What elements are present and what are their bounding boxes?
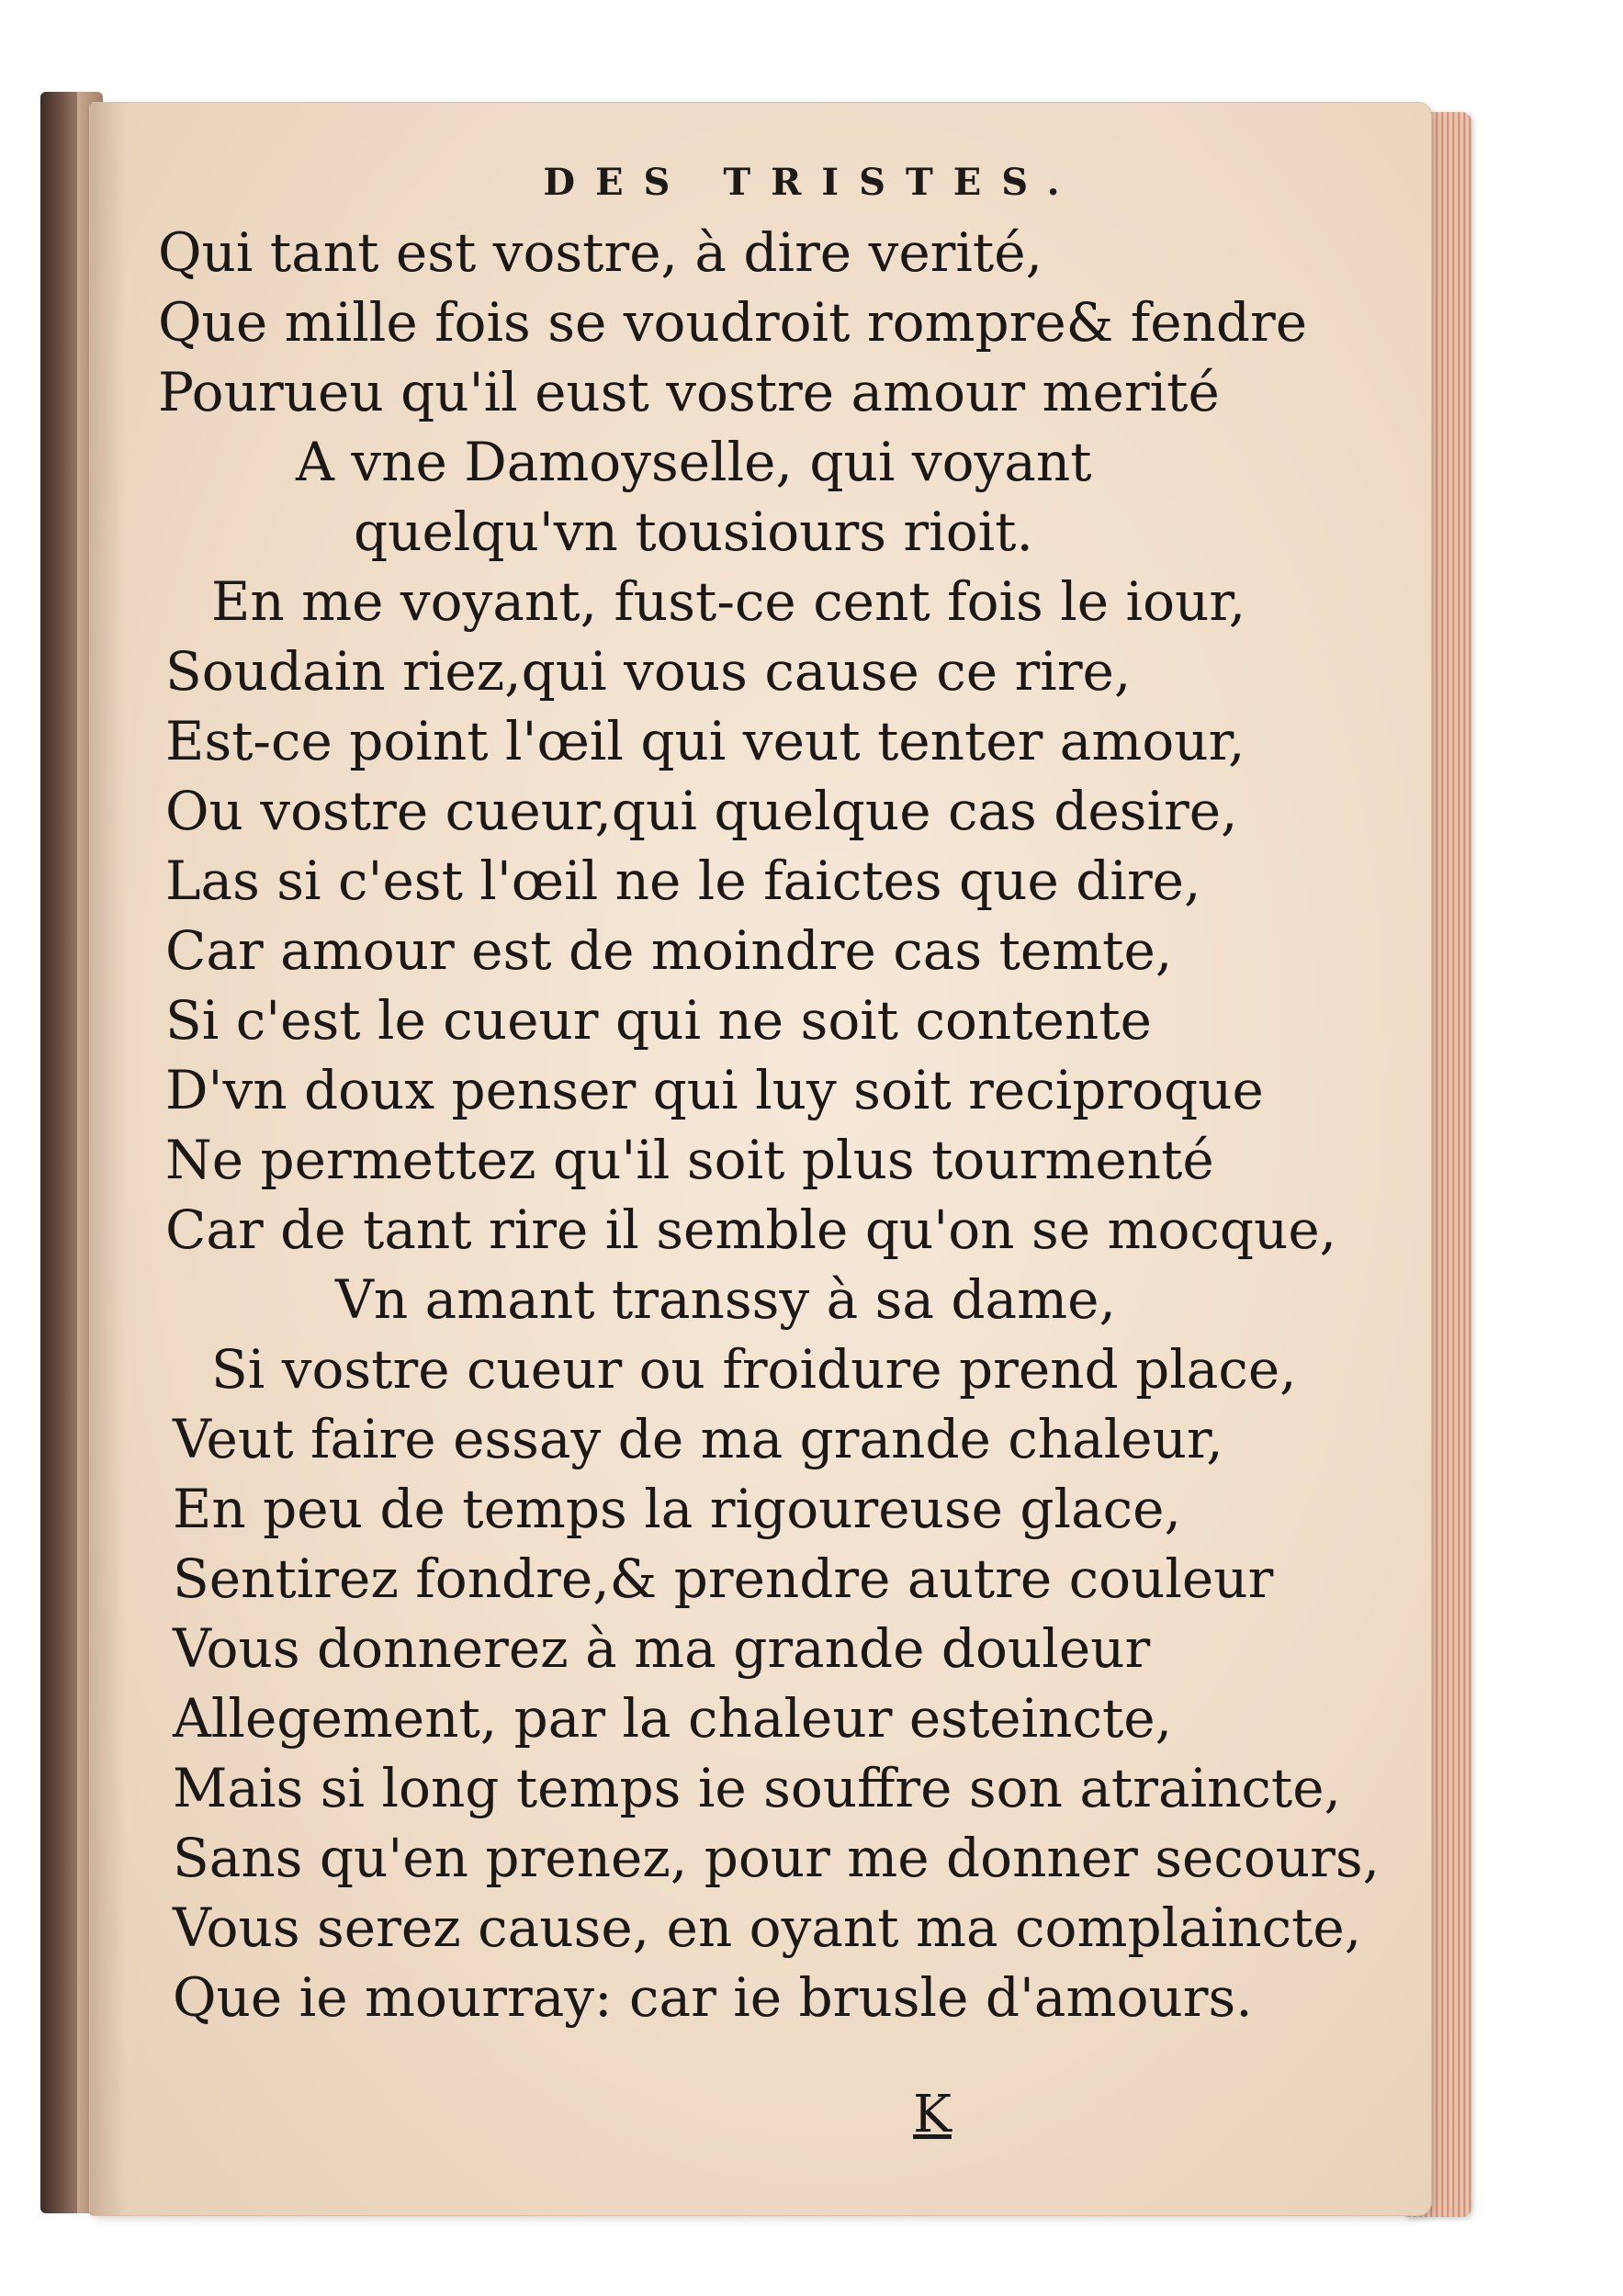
text-line: Pourueu qu'il eust vostre amour merité bbox=[158, 361, 1220, 423]
text-line: Que ie mourray: car ie brusle d'amours. bbox=[173, 1966, 1253, 2029]
signature-mark: K bbox=[913, 2085, 952, 2144]
text-line: Sans qu'en prenez, pour me donner secours, bbox=[173, 1827, 1381, 1889]
text-line: Veut faire essay de ma grande chaleur, bbox=[173, 1408, 1223, 1470]
text-line: En me voyant, fust-ce cent fois le iour, bbox=[211, 570, 1246, 633]
poem-heading-line: A vne Damoyselle, qui voyant bbox=[296, 431, 1092, 493]
text-line: Que mille fois se voudroit rompre& fendre bbox=[158, 291, 1308, 354]
text-line: Ou vostre cueur,qui quelque cas desire, bbox=[165, 780, 1238, 842]
text-line: Las si c'est l'œil ne le faictes que dire, bbox=[165, 850, 1201, 912]
poem-heading-line: Vn amant transsy à sa dame, bbox=[335, 1268, 1116, 1331]
text-line: Sentirez fondre,& prendre autre couleur bbox=[173, 1548, 1274, 1610]
running-head: DES TRISTES. bbox=[543, 161, 1080, 204]
text-line: Vous donnerez à ma grande douleur bbox=[173, 1617, 1151, 1680]
poem-heading-line: quelqu'vn tousiours rioit. bbox=[354, 501, 1033, 563]
text-line: Qui tant est vostre, à dire verité, bbox=[158, 221, 1043, 284]
text-line: Mais si long temps ie souffre son atraincte, bbox=[173, 1757, 1341, 1819]
text-line: Car amour est de moindre cas temte, bbox=[165, 919, 1173, 982]
text-line: D'vn doux penser qui luy soit reciproque bbox=[165, 1059, 1264, 1121]
text-line: Allegement, par la chaleur esteincte, bbox=[173, 1687, 1173, 1750]
text-line: Si vostre cueur ou froidure prend place, bbox=[211, 1338, 1297, 1401]
binding-shadow bbox=[40, 92, 77, 2213]
text-line: Si c'est le cueur qui ne soit contente bbox=[165, 989, 1152, 1052]
text-line: Ne permettez qu'il soit plus tourmenté bbox=[165, 1129, 1214, 1191]
text-line: Soudain riez,qui vous cause ce rire, bbox=[165, 640, 1132, 703]
text-line: Vous serez cause, en oyant ma complaincte, bbox=[173, 1896, 1362, 1959]
text-line: En peu de temps la rigoureuse glace, bbox=[173, 1478, 1181, 1540]
text-line: Car de tant rire il semble qu'on se mocque, bbox=[165, 1199, 1337, 1261]
text-line: Est-ce point l'œil qui veut tenter amour, bbox=[165, 710, 1245, 772]
